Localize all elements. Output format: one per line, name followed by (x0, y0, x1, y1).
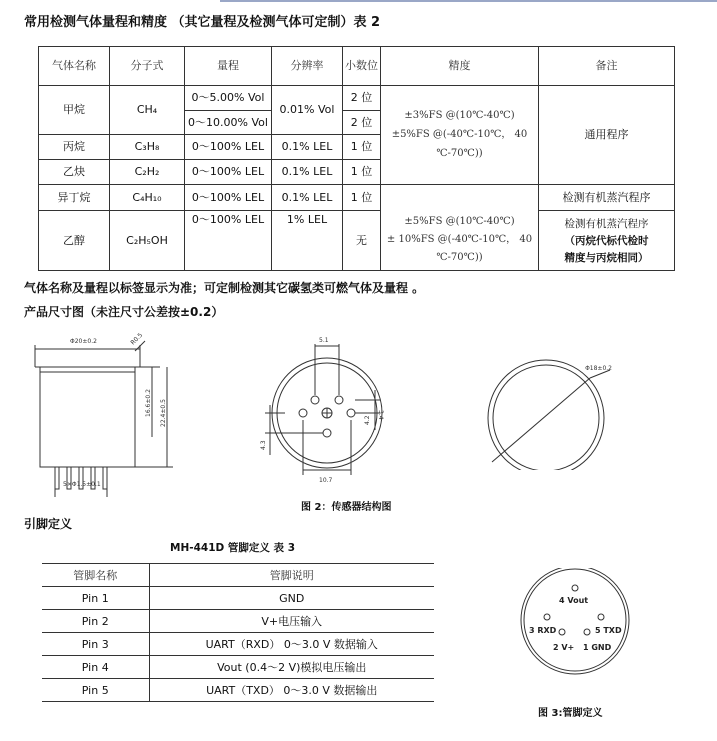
col-gas-name: 气体名称 (39, 47, 110, 86)
note-voc2: 检测有机蒸汽程序 (564, 217, 649, 230)
pin-diagram (515, 568, 635, 678)
res-1lel: 1% LEL (272, 211, 343, 271)
col-formula: 分子式 (110, 47, 185, 86)
table-row (42, 656, 434, 679)
bottom-view-drawing (245, 330, 395, 490)
dim-r05: R0.5 (129, 331, 145, 347)
dim-h166: 16.6±0.2 (145, 389, 152, 417)
top-view-drawing (470, 350, 630, 470)
table-row (39, 185, 675, 211)
pin-name: Pin 5 (42, 679, 149, 702)
dim-h224: 22.4±0.5 (160, 399, 167, 427)
table3-title: MH-441D 管脚定义 表 3 (170, 542, 296, 554)
dec-1: 1 位 (343, 135, 381, 160)
range-5vol: 0～5.00% Vol (185, 86, 272, 111)
top-rule (220, 0, 717, 2)
gas-ethanol: 乙醇 (39, 211, 110, 271)
col-notes: 备注 (539, 47, 675, 86)
formula-c4h10: C₄H₁₀ (110, 185, 185, 211)
table-row (42, 587, 434, 610)
side-view-drawing (25, 327, 195, 497)
col-pin-name: 管脚名称 (42, 564, 149, 587)
res-lel: 0.1% LEL (272, 185, 343, 211)
dec-none: 无 (343, 211, 381, 271)
pin2-label: 2 V+ (553, 643, 575, 652)
pin-name: Pin 2 (42, 610, 149, 633)
dim-d34: 3.4 (377, 410, 384, 420)
dim-w51: 5.1 (319, 337, 329, 344)
pin4-label: 4 Vout (559, 596, 589, 605)
pin-desc: GND (149, 587, 434, 610)
pin-name: Pin 4 (42, 656, 149, 679)
size-heading: 产品尺寸图（未注尺寸公差按±0.2） (24, 305, 224, 319)
dim-pins: 5×Φ1.5±0.1 (63, 481, 101, 488)
precision-a-line2: ±5%FS @(-40℃-10℃， 40 (391, 129, 528, 140)
pin-desc: UART（RXD） 0～3.0 V 数据输入 (149, 633, 434, 656)
dim-d42: 4.2 (364, 415, 371, 425)
table-row (42, 610, 434, 633)
col-precision: 精度 (381, 47, 539, 86)
pin5-label: 5 TXD (595, 626, 622, 635)
range-lel: 0～100% LEL (185, 135, 272, 160)
pin-heading: 引脚定义 (24, 517, 73, 531)
note-voc-ethanol (539, 211, 675, 271)
precision-group-b (381, 211, 539, 271)
col-pin-desc: 管脚说明 (149, 564, 434, 587)
precision-b-line1: ±5%FS @(10℃-40℃) (404, 216, 515, 228)
col-decimals: 小数位 (343, 47, 381, 86)
res-lel: 0.1% LEL (272, 135, 343, 160)
note-bold-2: 精度与丙烷相同） (564, 251, 649, 264)
pin-table-header (42, 564, 434, 587)
range-10vol: 0～10.00% Vol (185, 111, 272, 135)
precision-b-line3: ℃-70℃)) (436, 252, 483, 264)
gas-acetylene: 乙炔 (39, 160, 110, 185)
fig2-caption: 图 2：传感器结构图 (301, 502, 392, 513)
dim-d20: Φ20±0.2 (70, 338, 97, 345)
dec-1: 1 位 (343, 160, 381, 185)
col-resolution: 分辨率 (272, 47, 343, 86)
pin1-label: 1 GND (583, 643, 612, 652)
range-lel: 0～100% LEL (185, 185, 272, 211)
res-lel: 0.1% LEL (272, 160, 343, 185)
table-header-row (39, 47, 675, 86)
table-row (39, 211, 675, 271)
table-row (42, 633, 434, 656)
dec-2b: 2 位 (343, 111, 381, 135)
fig3-caption: 图 3:管脚定义 (538, 708, 603, 719)
pin-desc: UART（TXD） 0～3.0 V 数据输出 (149, 679, 434, 702)
precision-b-line2: ± 10%FS @(-40℃-10℃， 40 (386, 234, 533, 246)
dec-1: 1 位 (343, 185, 381, 211)
range-lel: 0～100% LEL (185, 160, 272, 185)
pin-table (42, 563, 434, 702)
precision-group-a (381, 86, 539, 185)
formula-ch4: CH₄ (110, 86, 185, 135)
pin-desc: Vout (0.4～2 V)模拟电压输出 (149, 656, 434, 679)
note-voc: 检测有机蒸汽程序 (539, 185, 675, 211)
table-row (42, 679, 434, 702)
note-bold-1: （丙烷代标代检时 (564, 234, 649, 247)
gas-isobutane: 异丁烷 (39, 185, 110, 211)
formula-c3h8: C₃H₈ (110, 135, 185, 160)
gas-methane: 甲烷 (39, 86, 110, 135)
precision-blank (381, 185, 539, 211)
pin-name: Pin 1 (42, 587, 149, 610)
dec-2a: 2 位 (343, 86, 381, 111)
precision-a-line3: ℃-70℃)) (436, 148, 483, 159)
note-general: 通用程序 (539, 86, 675, 185)
pin-name: Pin 3 (42, 633, 149, 656)
dim-w107: 10.7 (319, 477, 333, 484)
gas-propane: 丙烷 (39, 135, 110, 160)
gas-range-table (38, 46, 675, 271)
table2-heading: 常用检测气体量程和精度 （其它量程及检测气体可定制）表 2 (24, 15, 381, 30)
range-lel-ethanol: 0～100% LEL (185, 211, 272, 271)
precision-a-line1: ±3%FS @(10℃-40℃) (404, 110, 515, 121)
dim-d43: 4.3 (260, 440, 267, 450)
formula-c2h2: C₂H₂ (110, 160, 185, 185)
col-range: 量程 (185, 47, 272, 86)
pin-desc: V+电压输入 (149, 610, 434, 633)
res-methane: 0.01% Vol (272, 86, 343, 135)
table2-footnote: 气体名称及量程以标签显示为准；可定制检测其它碳氢类可燃气体及量程 。 (24, 281, 425, 295)
dim-d18: Φ18±0.2 (585, 365, 612, 372)
formula-c2h5oh: C₂H₅OH (110, 211, 185, 271)
pin3-label: 3 RXD (529, 626, 557, 635)
table-row (39, 86, 675, 111)
